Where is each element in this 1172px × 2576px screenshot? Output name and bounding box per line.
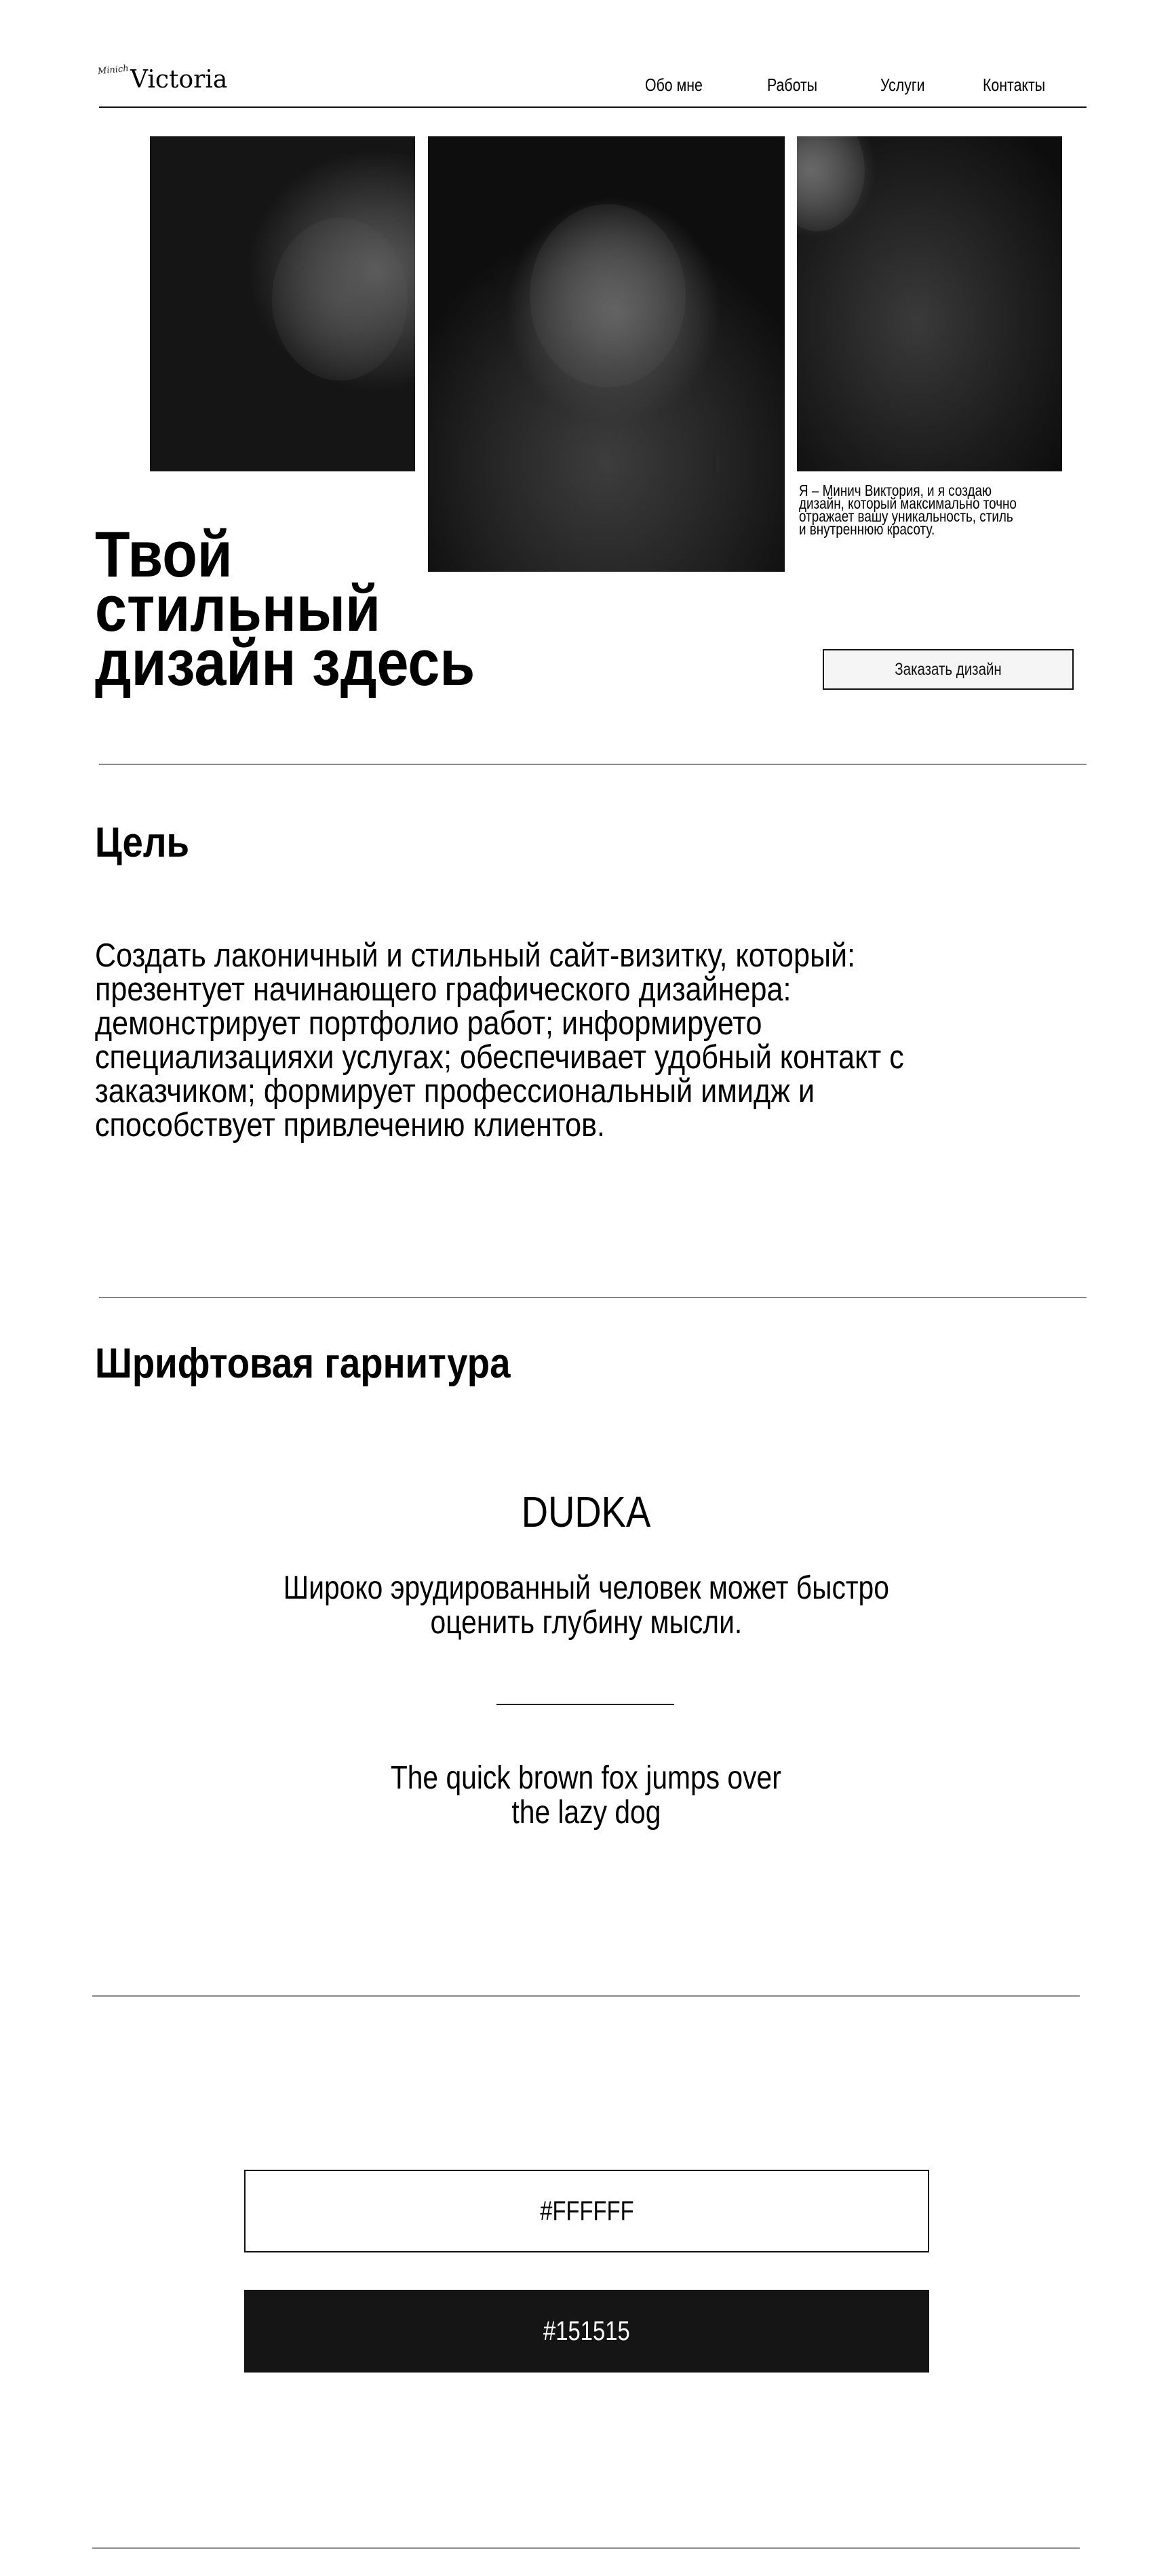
portrait-photo-right [797,136,1062,471]
about-line: Я – Минич Виктория, и я создаю [799,482,992,499]
sample-line: The quick brown fox jumps over [391,1760,781,1796]
font-name [0,1487,1172,1537]
section-divider [92,1995,1080,1997]
nav-item-contacts[interactable]: Контакты [983,75,1046,95]
nav-item-about[interactable]: Обо мне [645,75,703,95]
hero-title-line: Твой [95,518,233,591]
about-line: отражает вашу уникальность, стиль [799,507,1013,525]
color-swatch-label: #FFFFFF [539,2196,634,2226]
typography-title: Шрифтовая гарнитура [95,1340,511,1387]
about-line: дизайн, который максимально точно [799,494,1017,512]
sample-line: оценить глубину мысли. [430,1605,742,1641]
color-swatch-label: #151515 [543,2316,630,2346]
order-design-button[interactable] [823,649,1074,690]
sample-divider [496,1704,674,1705]
section-divider [92,2548,1080,2549]
hero-title-line: дизайн здесь [95,627,475,699]
font-sample-ru [0,1571,1172,1640]
goal-line: презентует начинающего графического дизайнера: [95,971,792,1008]
font-sample-en [0,1761,1172,1830]
logo-script-text: Minich [97,63,130,77]
sample-line: Широко эрудированный человек может быстро [283,1570,889,1606]
section-divider [99,1297,1087,1298]
logo[interactable]: Victoria [130,66,228,94]
nav-item-works[interactable]: Работы [767,75,818,95]
goal-line: специализацияхи услугах; обеспечивает удобный контакт с [95,1039,904,1076]
portrait-photo-left [150,136,415,471]
goal-title: Цель [95,819,190,866]
hero-title-line: стильный [95,572,380,645]
goal-line: способствует привлечению клиентов. [95,1107,606,1144]
color-swatch-white [244,2170,929,2252]
about-text [799,484,1038,536]
section-divider [99,764,1087,765]
font-name-text: DUDKA [521,1487,651,1536]
header-divider [99,106,1087,108]
goal-line: демонстрирует портфолио работ; информируето [95,1005,762,1042]
hero-title [95,518,475,699]
order-design-button-label: Заказать дизайн [895,659,1002,679]
sample-line: the lazy dog [511,1795,661,1831]
portrait-photo-center [428,136,785,572]
goal-text [95,939,904,1142]
color-swatch-dark [244,2290,929,2373]
nav-item-services[interactable]: Услуги [880,75,925,95]
about-line: и внутреннюю красоту. [799,520,935,538]
goal-line: Создать лаконичный и стильный сайт-визитку, который: [95,937,856,974]
goal-line: заказчиком; формирует профессиональный имидж и [95,1073,815,1110]
